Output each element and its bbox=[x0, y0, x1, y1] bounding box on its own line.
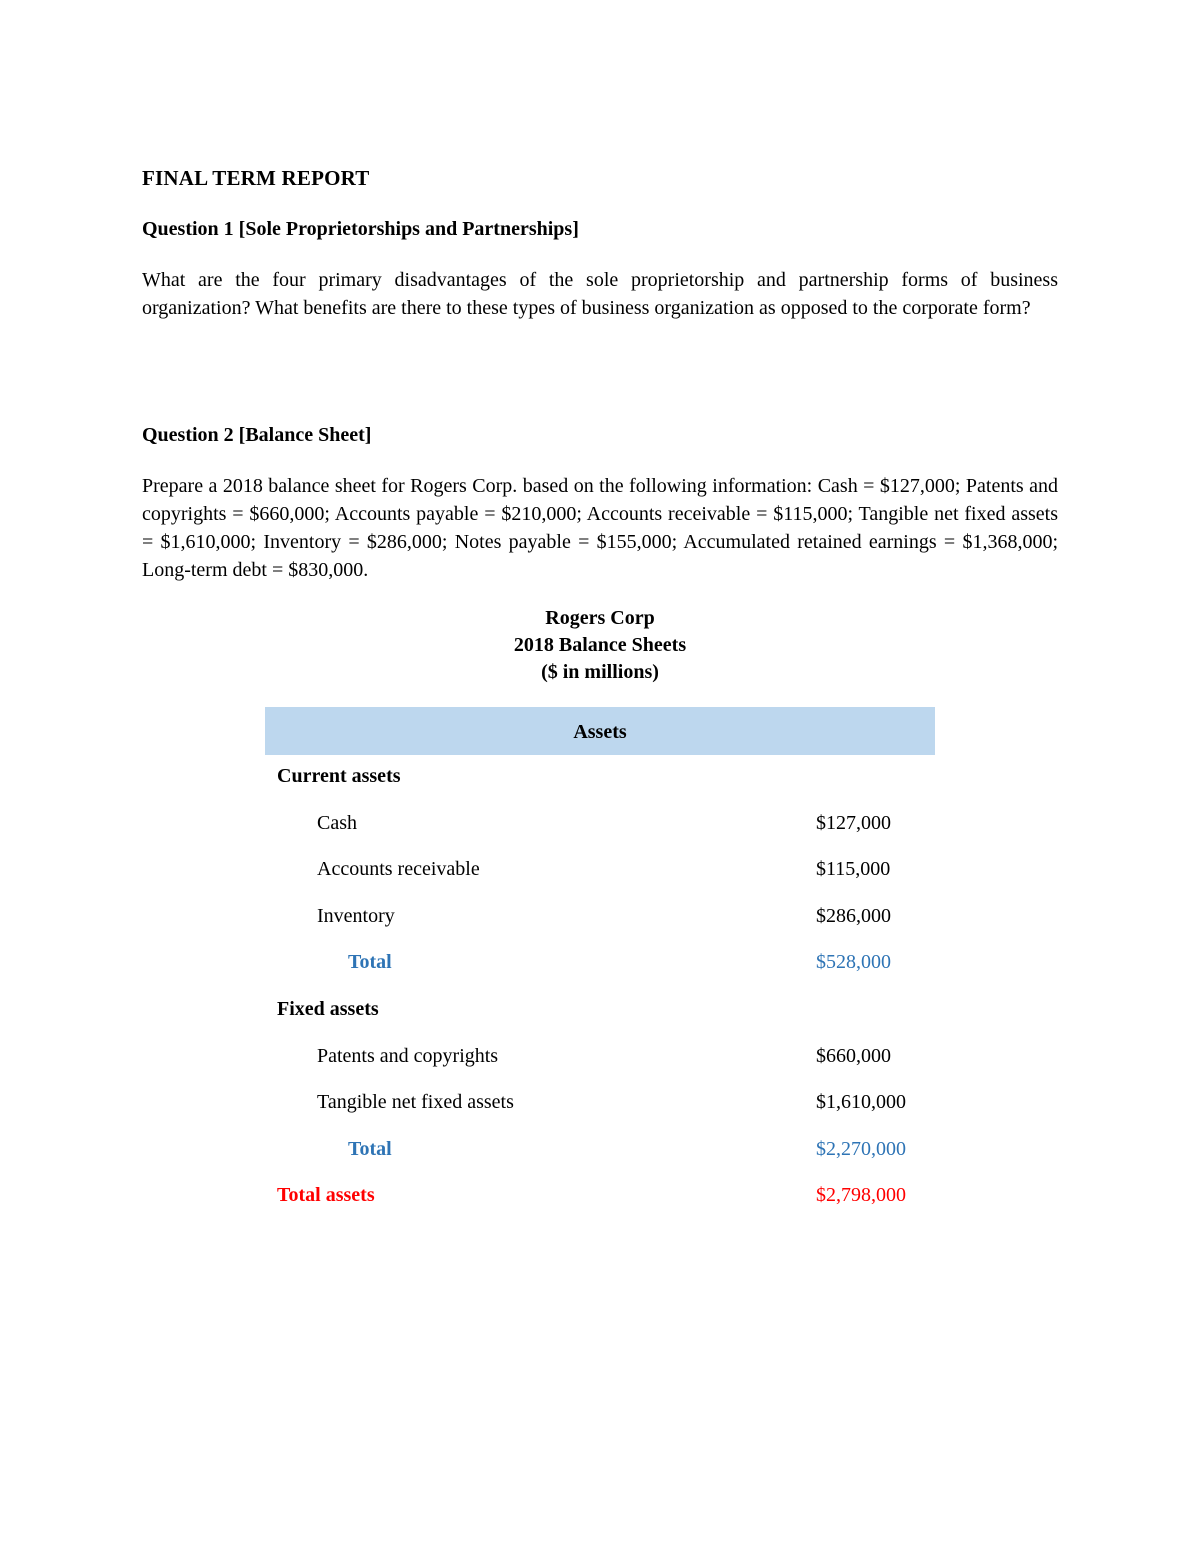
row-value: $286,000 bbox=[816, 904, 891, 927]
row-label: Fixed assets bbox=[277, 997, 379, 1020]
question-2-heading: Question 2 [Balance Sheet] bbox=[142, 424, 372, 446]
row-label: Patents and copyrights bbox=[317, 1044, 499, 1067]
question-1-heading: Question 1 [Sole Proprietorships and Partnerships] bbox=[142, 218, 579, 240]
row-value: $528,000 bbox=[816, 951, 891, 974]
balance-sheet-subtitle: 2018 Balance Sheets bbox=[513, 634, 687, 656]
balance-row-patents-copyrights bbox=[265, 1035, 935, 1082]
row-label: Total bbox=[348, 1137, 392, 1160]
row-value: $2,798,000 bbox=[816, 1184, 906, 1207]
balance-row-inventory bbox=[265, 895, 935, 942]
row-label: Cash bbox=[317, 811, 357, 834]
balance-row-cash bbox=[265, 802, 935, 849]
row-value: $660,000 bbox=[816, 1044, 891, 1067]
balance-sheet-table bbox=[265, 707, 935, 1221]
balance-sheet-company: Rogers Corp bbox=[545, 607, 655, 629]
row-label: Total bbox=[348, 951, 392, 974]
balance-row-fixed-total bbox=[265, 1128, 935, 1175]
row-value: $127,000 bbox=[816, 811, 891, 834]
balance-row-tangible-fixed-assets bbox=[265, 1081, 935, 1128]
question-1-body: What are the four primary disadvantages of the sole proprietorship and partnership forms of business organization? What benefits are there to these types of business organization as opposed to the corporate form? bbox=[142, 269, 1058, 319]
row-value: $2,270,000 bbox=[816, 1137, 906, 1160]
balance-row-current-assets bbox=[265, 755, 935, 802]
balance-row-fixed-assets bbox=[265, 988, 935, 1035]
row-label: Tangible net fixed assets bbox=[317, 1091, 514, 1114]
question-2-body: Prepare a 2018 balance sheet for Rogers Corp. based on the following information: Cash = $127,000; Patents and copyrights = $660,000; Accounts payable = $210,000; Accounts receivable = $115,000; Tangible net fixed assets = $1,610,000; Inventory = $286,000; Notes payable = $155,000; Accumulated retained earnings = $1,368,000; Long-term debt = $830,000. bbox=[142, 475, 1058, 581]
row-label: Inventory bbox=[317, 904, 395, 927]
document-title: FINAL TERM REPORT bbox=[142, 166, 370, 190]
balance-row-current-total bbox=[265, 941, 935, 988]
row-value: $1,610,000 bbox=[816, 1091, 906, 1114]
assets-header-band: Assets bbox=[265, 707, 935, 755]
balance-sheet-units: ($ in millions) bbox=[541, 661, 659, 683]
balance-row-total-assets bbox=[265, 1174, 935, 1221]
row-label: Accounts receivable bbox=[317, 858, 480, 881]
balance-row-accounts-receivable bbox=[265, 848, 935, 895]
row-value: $115,000 bbox=[816, 858, 891, 881]
row-label: Total assets bbox=[277, 1184, 375, 1207]
row-label: Current assets bbox=[277, 765, 401, 787]
